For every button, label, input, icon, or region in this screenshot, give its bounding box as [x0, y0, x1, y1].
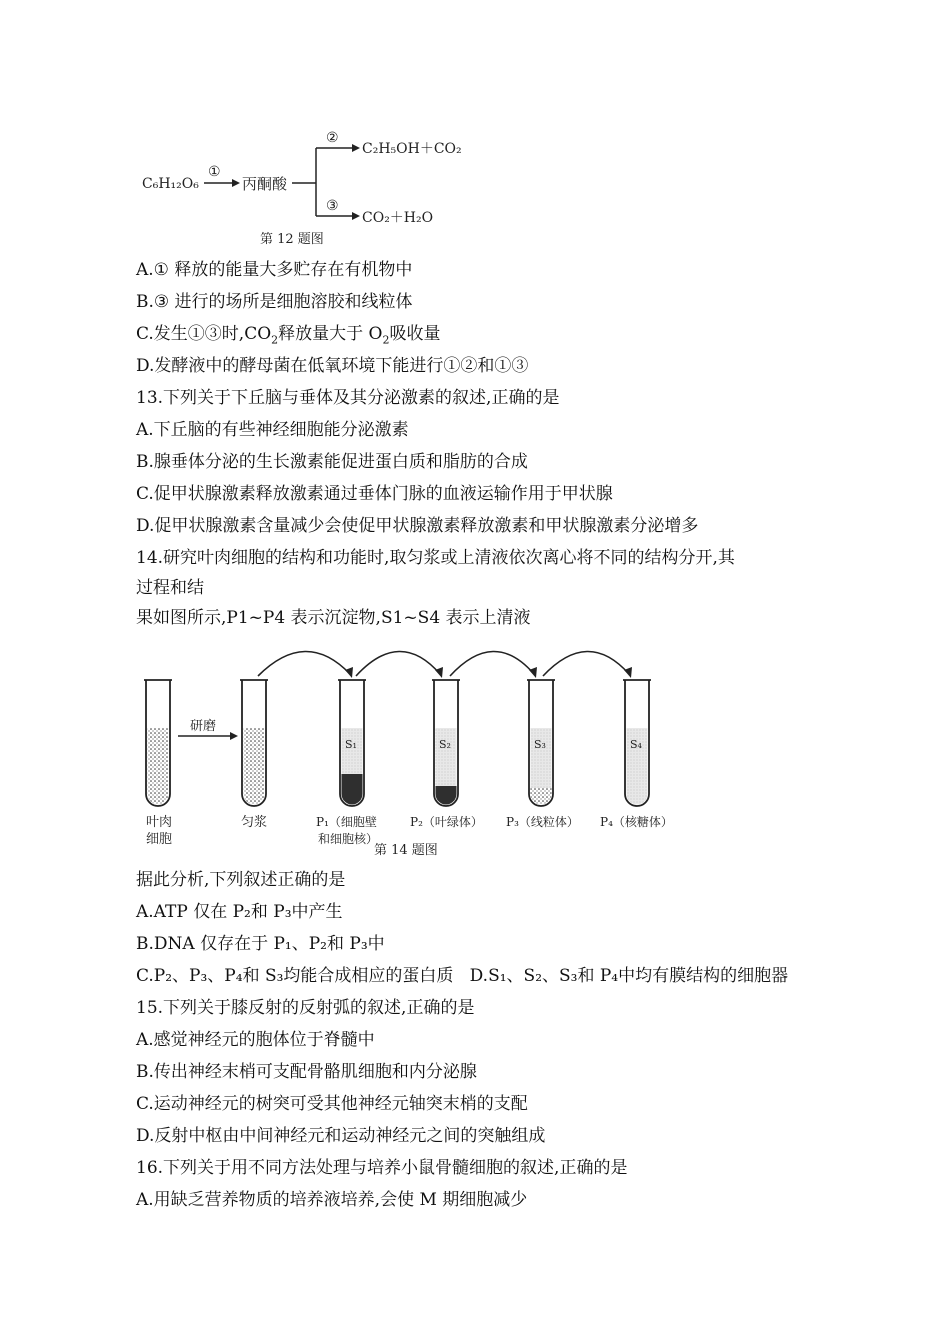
- q14-option-d: D.S₁、S₂、S₃和 P₄中均有膜结构的细胞器: [469, 966, 789, 986]
- tube-p1-s1: [338, 680, 366, 806]
- s1-label: S₁: [345, 738, 357, 751]
- q15-option-b: B.传出神经末梢可支配骨骼肌细胞和内分泌腺: [136, 1062, 477, 1082]
- q12-option-d: D.发酵液中的酵母菌在低氧环境下能进行①②和①③: [136, 356, 529, 376]
- q16-stem: 16.下列关于用不同方法处理与培养小鼠骨髓细胞的叙述,正确的是: [136, 1158, 628, 1178]
- aerobic-products: CO₂＋H₂O: [362, 210, 434, 226]
- step-1-label: ①: [208, 164, 221, 180]
- q13-option-d: D.促甲状腺激素含量减少会使促甲状腺激素释放激素和甲状腺激素分泌增多: [136, 516, 699, 536]
- q14-stem-line3: 果如图所示,P1~P4 表示沉淀物,S1~S4 表示上清液: [136, 608, 531, 628]
- tube-p2-s2: [432, 680, 460, 806]
- q12-option-a: A.① 释放的能量大多贮存在有机物中: [136, 260, 413, 280]
- leaf-cell-label-2: 细胞: [146, 832, 173, 847]
- q12-c-part2: 释放量大于 O: [278, 324, 383, 344]
- q15-option-c: C.运动神经元的树突可受其他神经元轴突末梢的支配: [136, 1094, 528, 1114]
- q16-option-a: A.用缺乏营养物质的培养液培养,会使 M 期细胞减少: [136, 1190, 528, 1210]
- step-2-label: ②: [326, 130, 339, 146]
- pyruvate-label: 丙酮酸: [242, 175, 288, 193]
- q13-stem: 13.下列关于下丘脑与垂体及其分泌激素的叙述,正确的是: [136, 388, 560, 408]
- grind-label: 研磨: [190, 719, 217, 734]
- q13-option-a: A.下丘脑的有些神经细胞能分泌激素: [136, 420, 409, 440]
- q15-stem: 15.下列关于膝反射的反射弧的叙述,正确的是: [136, 998, 475, 1018]
- q14-lead: 据此分析,下列叙述正确的是: [136, 870, 346, 890]
- ethanol-products: C₂H₅OH＋CO₂: [362, 141, 462, 157]
- step-3-label: ③: [326, 198, 339, 214]
- s2-label: S₂: [439, 738, 451, 751]
- q12-c-part3: 吸收量: [389, 324, 441, 344]
- figure-12: [140, 130, 480, 250]
- q12-c-sub2: 2: [382, 333, 390, 347]
- q15-option-d: D.反射中枢由中间神经元和运动神经元之间的突触组成: [136, 1126, 546, 1146]
- tube-leaf-cells: [144, 680, 172, 806]
- glucose-formula: C₆H₁₂O₆: [142, 176, 199, 192]
- q14-option-b: B.DNA 仅存在于 P₁、P₂和 P₃中: [136, 934, 385, 954]
- q14-stem-line2: 过程和结: [136, 578, 204, 598]
- q14-stem-line1: 14.研究叶肉细胞的结构和功能时,取匀浆或上清液依次离心将不同的结构分开,其: [136, 548, 735, 568]
- q13-option-b: B.腺垂体分泌的生长激素能促进蛋白质和脂肪的合成: [136, 452, 528, 472]
- figure-14: [138, 636, 698, 860]
- s3-label: S₃: [534, 738, 546, 751]
- q14-options-cd: [136, 964, 788, 988]
- q14-option-a: A.ATP 仅在 P₂和 P₃中产生: [136, 902, 343, 922]
- tube-p3-s3: [527, 680, 555, 806]
- q12-c-sub1: 2: [271, 333, 279, 347]
- p4-label: P₄（核糖体）: [600, 815, 673, 829]
- q15-option-a: A.感觉神经元的胞体位于脊髓中: [136, 1030, 375, 1050]
- q14-option-c: C.P₂、P₃、P₄和 S₃均能合成相应的蛋白质: [136, 966, 454, 986]
- tube-p4-s4: [623, 680, 651, 806]
- leaf-cell-label-1: 叶肉: [146, 815, 173, 830]
- p2-label: P₂（叶绿体）: [410, 815, 483, 829]
- p1-label-2: 和细胞核）: [318, 832, 379, 846]
- p1-label-1: P₁（细胞壁: [316, 815, 377, 829]
- q12-c-part1: C.发生①③时,CO: [136, 324, 272, 344]
- q12-option-c: [136, 322, 441, 352]
- homogenate-label: 匀浆: [241, 815, 268, 830]
- q13-option-c: C.促甲状腺激素释放激素通过垂体门脉的血液运输作用于甲状腺: [136, 484, 613, 504]
- figure-12-caption: 第 12 题图: [260, 232, 324, 247]
- q12-option-b: B.③ 进行的场所是细胞溶胶和线粒体: [136, 292, 413, 312]
- s4-label: S₄: [630, 738, 642, 751]
- p3-label: P₃（线粒体）: [506, 815, 579, 829]
- tube-homogenate: [240, 680, 268, 806]
- figure-14-caption: 第 14 题图: [374, 843, 438, 858]
